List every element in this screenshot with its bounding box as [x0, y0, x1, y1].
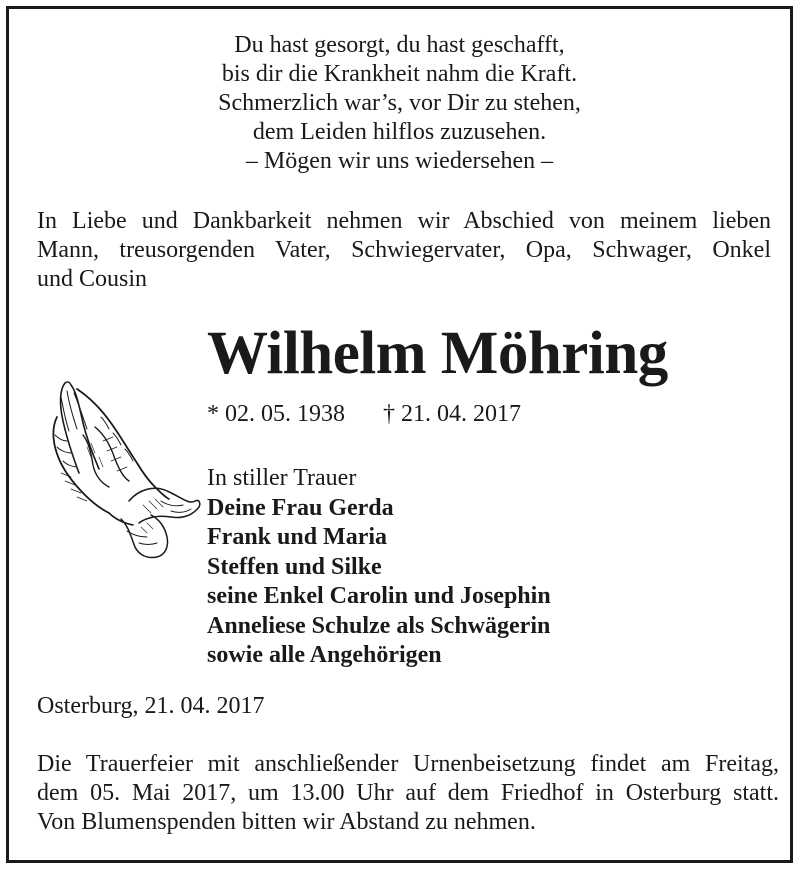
mourner-name: sowie alle Angehörigen	[207, 642, 442, 668]
intro-line: In Liebe und Dankbarkeit nehmen wir Abschied von meinem lieben	[37, 208, 771, 234]
funeral-line: Von Blumenspenden bitten wir Abstand zu nehmen.	[37, 809, 536, 835]
mourner-name: Steffen und Silke	[207, 553, 382, 580]
farewell-intro	[37, 207, 771, 294]
funeral-line: dem 05. Mai 2017, um 13.00 Uhr auf dem Friedhof in Osterburg statt.	[37, 780, 779, 806]
place-and-date: Osterburg, 21. 04. 2017	[37, 693, 265, 719]
memorial-poem	[9, 31, 790, 176]
death-date: † 21. 04. 2017	[383, 401, 521, 427]
mourner-name: seine Enkel Carolin und Josephin	[207, 583, 551, 609]
funeral-details	[37, 750, 779, 837]
deceased-name: Wilhelm Möhring	[207, 320, 668, 387]
poem-line: Schmerzlich war’s, vor Dir zu stehen,	[218, 90, 581, 116]
poem-line: dem Leiden hilflos zuzusehen.	[252, 119, 547, 145]
poem-line: bis dir die Krankheit nahm die Kraft.	[221, 61, 578, 87]
funeral-line: Die Trauerfeier mit anschließender Urnenbeisetzung findet am Freitag,	[37, 751, 779, 777]
mourner-name: Deine Frau Gerda	[207, 494, 394, 521]
mourner-name: Frank und Maria	[207, 524, 388, 550]
intro-line: und Cousin	[37, 266, 148, 292]
mourner-name: Anneliese Schulze als Schwägerin	[207, 612, 551, 639]
poem-line: Du hast gesorgt, du hast geschafft,	[234, 32, 565, 58]
poem-line: – Mögen wir uns wiedersehen –	[245, 148, 554, 174]
obituary-notice	[6, 6, 793, 863]
intro-line: Mann, treusorgenden Vater, Schwiegervater, Opa, Schwager, Onkel	[37, 237, 771, 263]
mourners-heading: In stiller Trauer	[207, 465, 357, 491]
life-dates	[207, 400, 521, 429]
mourners-list	[207, 464, 551, 671]
birth-date: * 02. 05. 1938	[207, 401, 345, 427]
praying-hands-icon	[43, 377, 203, 563]
